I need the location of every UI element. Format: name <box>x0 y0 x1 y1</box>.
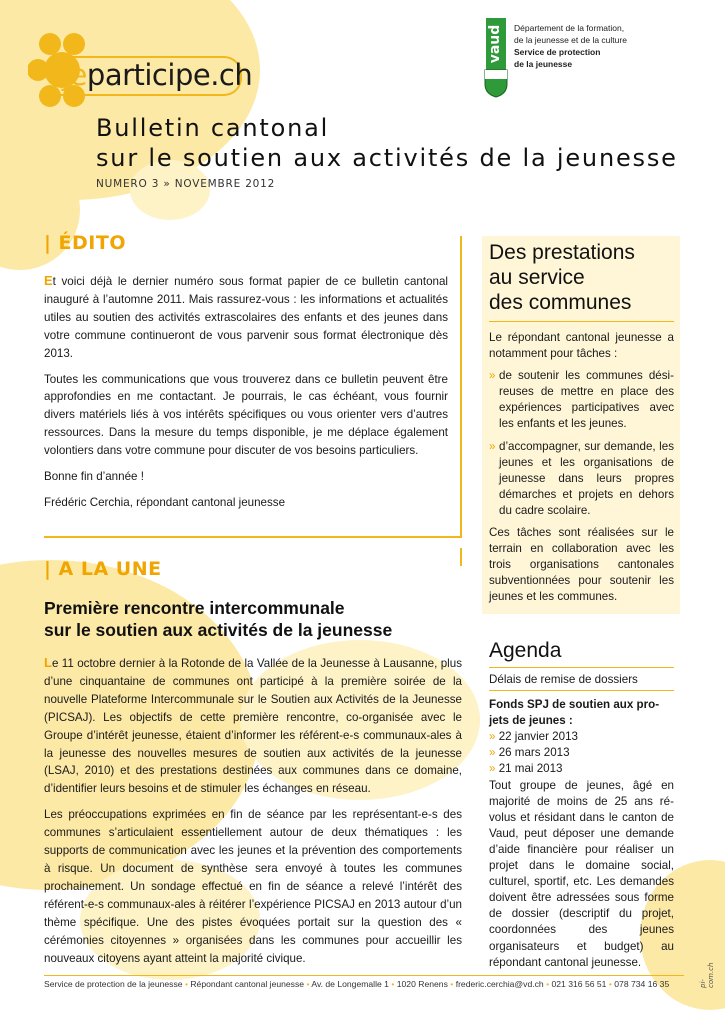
issue-number: NUMERO 3 » NOVEMBRE 2012 <box>96 178 276 190</box>
prestations-title: Des prestations au service des communes <box>489 241 635 314</box>
canton-name: vaud <box>487 24 503 64</box>
agenda-subtitle: Délais de remise de dossiers <box>489 673 638 686</box>
email-link[interactable]: frederic.cerchia@vd.ch <box>455 979 544 989</box>
list-item: » 21 mai 2013 <box>489 762 563 776</box>
agenda-rule <box>489 667 674 668</box>
agenda-subtitle-rule <box>489 690 674 691</box>
agenda-panel <box>489 638 674 971</box>
department-info: Département de la formation, de la jeunesse et de la culture Service de protection de la jeunesse <box>514 23 627 69</box>
logo-text: jeparticipe.ch <box>62 58 253 92</box>
une-heading: | A LA UNE <box>44 558 162 580</box>
drop-cap: E <box>44 273 53 288</box>
footer: Service de protection de la jeunesse • Répondant cantonal jeunesse • Av. de Longemalle 1 • 1020 Renens • frederic.cerchia@vd.ch • 021 316 56 51 • 078 734 16 35 <box>44 979 670 989</box>
agenda-dates <box>489 729 674 777</box>
edito-divider <box>460 236 462 538</box>
drop-cap: L <box>44 655 52 670</box>
edito-heading: | ÉDITO <box>44 232 126 254</box>
shield-icon <box>483 68 509 98</box>
edito-body: Et voici déjà le dernier numéro sous format papier de ce bulletin cantonal inauguré à l’automne 2011. Mais rassurez-vous : les informations et actualités utiles au soutien des activités extrascolaires des enfants et des jeunes dans votre commune continueront de vous parvenir sous format électronique dès 2013. Toutes les communications que vous trouverez dans ce bulletin peuvent être approfondies en me contactant. Je pourrais, le cas échéant, vous fournir divers matériels liés à vos intérêts spécifiques ou vous orienter vers d’autres ressources. Dans la mesure du temps disponible, je me déplace également volontiers dans votre commune pour discuter de vos besoins particuliers. Bonne fin d’année ! Frédéric Cerchia, répondant cantonal jeunesse <box>44 273 448 509</box>
prestations-panel <box>489 240 674 612</box>
agenda-text: Tout groupe de jeunes, âgé en majorité de moins de 25 ans révolus et résidant dans le canton de Vaud, peut déposer une demande d’aide financière pour réaliser un projet dans le domaine social, culturel, sportif, etc. Les demandes doivent être adressées sous forme de dossier (descriptif du projet, coordonnées des jeunes organisateurs et budget) au répondant cantonal jeunesse. <box>489 778 674 969</box>
bulletin-title: Bulletin cantonal sur le soutien aux activités de la jeunesse <box>96 114 678 172</box>
list-item: » 26 mars 2013 <box>489 746 570 760</box>
prestations-outro: Ces tâches sont réalisées sur le terrain en collaboration avec les trois organisations cantonales subventionnées pour soutenir les jeunes et les communes. <box>489 526 674 604</box>
credit: pi-com.ch <box>699 962 715 988</box>
article-body: Le 11 octobre dernier à la Rotonde de la Vallée de la Jeunesse à Lausanne, plus d’une cinquantaine de communes ont participé à la première soirée de la nouvelle Plateforme Intercommunale sur le Soutien aux Activités de la Jeunesse (PICSAJ). Les objectifs de cette première rencontre, co-organisée avec le Groupe d’intérêt jeunesse, étaient d’informer les référent-e-s communaux-ales à la jeunesse des nouvelles mesures de soutien aux activités de la jeunesse (LSAJ, 2010) et des prestations destinées aux communes dans ce domaine, d’identifier leurs besoins et de stimuler les échanges en réseau. Les préoccupations exprimées en fin de séance par les représentant-e-s des communes s’articulaient essentiellement autour de deux thématiques : les supports de communication avec les jeunes et la prévention des comportements à risque. Un document de synthèse sera envoyé à toutes les communes prochainement. Un sondage effectué en fin de séance a relevé l’intérêt des référent-e-s communaux-ales à réitérer l’expérience PICSAJ en 2013 autour d’un thème spécifique. Une des pistes évoquées portait sur la question des « cérémonies citoyennes » organisées dans les communes pour accueillir les nouveaux citoyens ayant atteint la majorité civique. <box>44 655 462 965</box>
list-item: » d’accompagner, sur demande, les jeunes et les organisations de jeunesse dans leurs propres démarches et projets en dehors du cadre scolaire. <box>489 439 674 517</box>
footer-rule <box>44 975 684 976</box>
prestations-intro: Le répondant cantonal jeunesse a notamment pour tâches : <box>489 331 674 361</box>
article-title: Première rencontre intercommunale sur le soutien aux activités de la jeunesse <box>44 598 393 640</box>
prestations-rule <box>489 321 674 322</box>
canton-label: canton de <box>476 29 483 60</box>
agenda-title: Agenda <box>489 639 562 662</box>
edito-bottom-rule <box>44 536 462 538</box>
list-item: » de soutenir les communes désireuses de mettre en place des expériences participatives avec les enfants et les jeunes. <box>489 369 674 431</box>
une-divider <box>460 548 462 566</box>
list-item: » 22 janvier 2013 <box>489 730 578 744</box>
fund-title: Fonds SPJ de soutien aux pro- jets de jeunes : <box>489 698 660 728</box>
